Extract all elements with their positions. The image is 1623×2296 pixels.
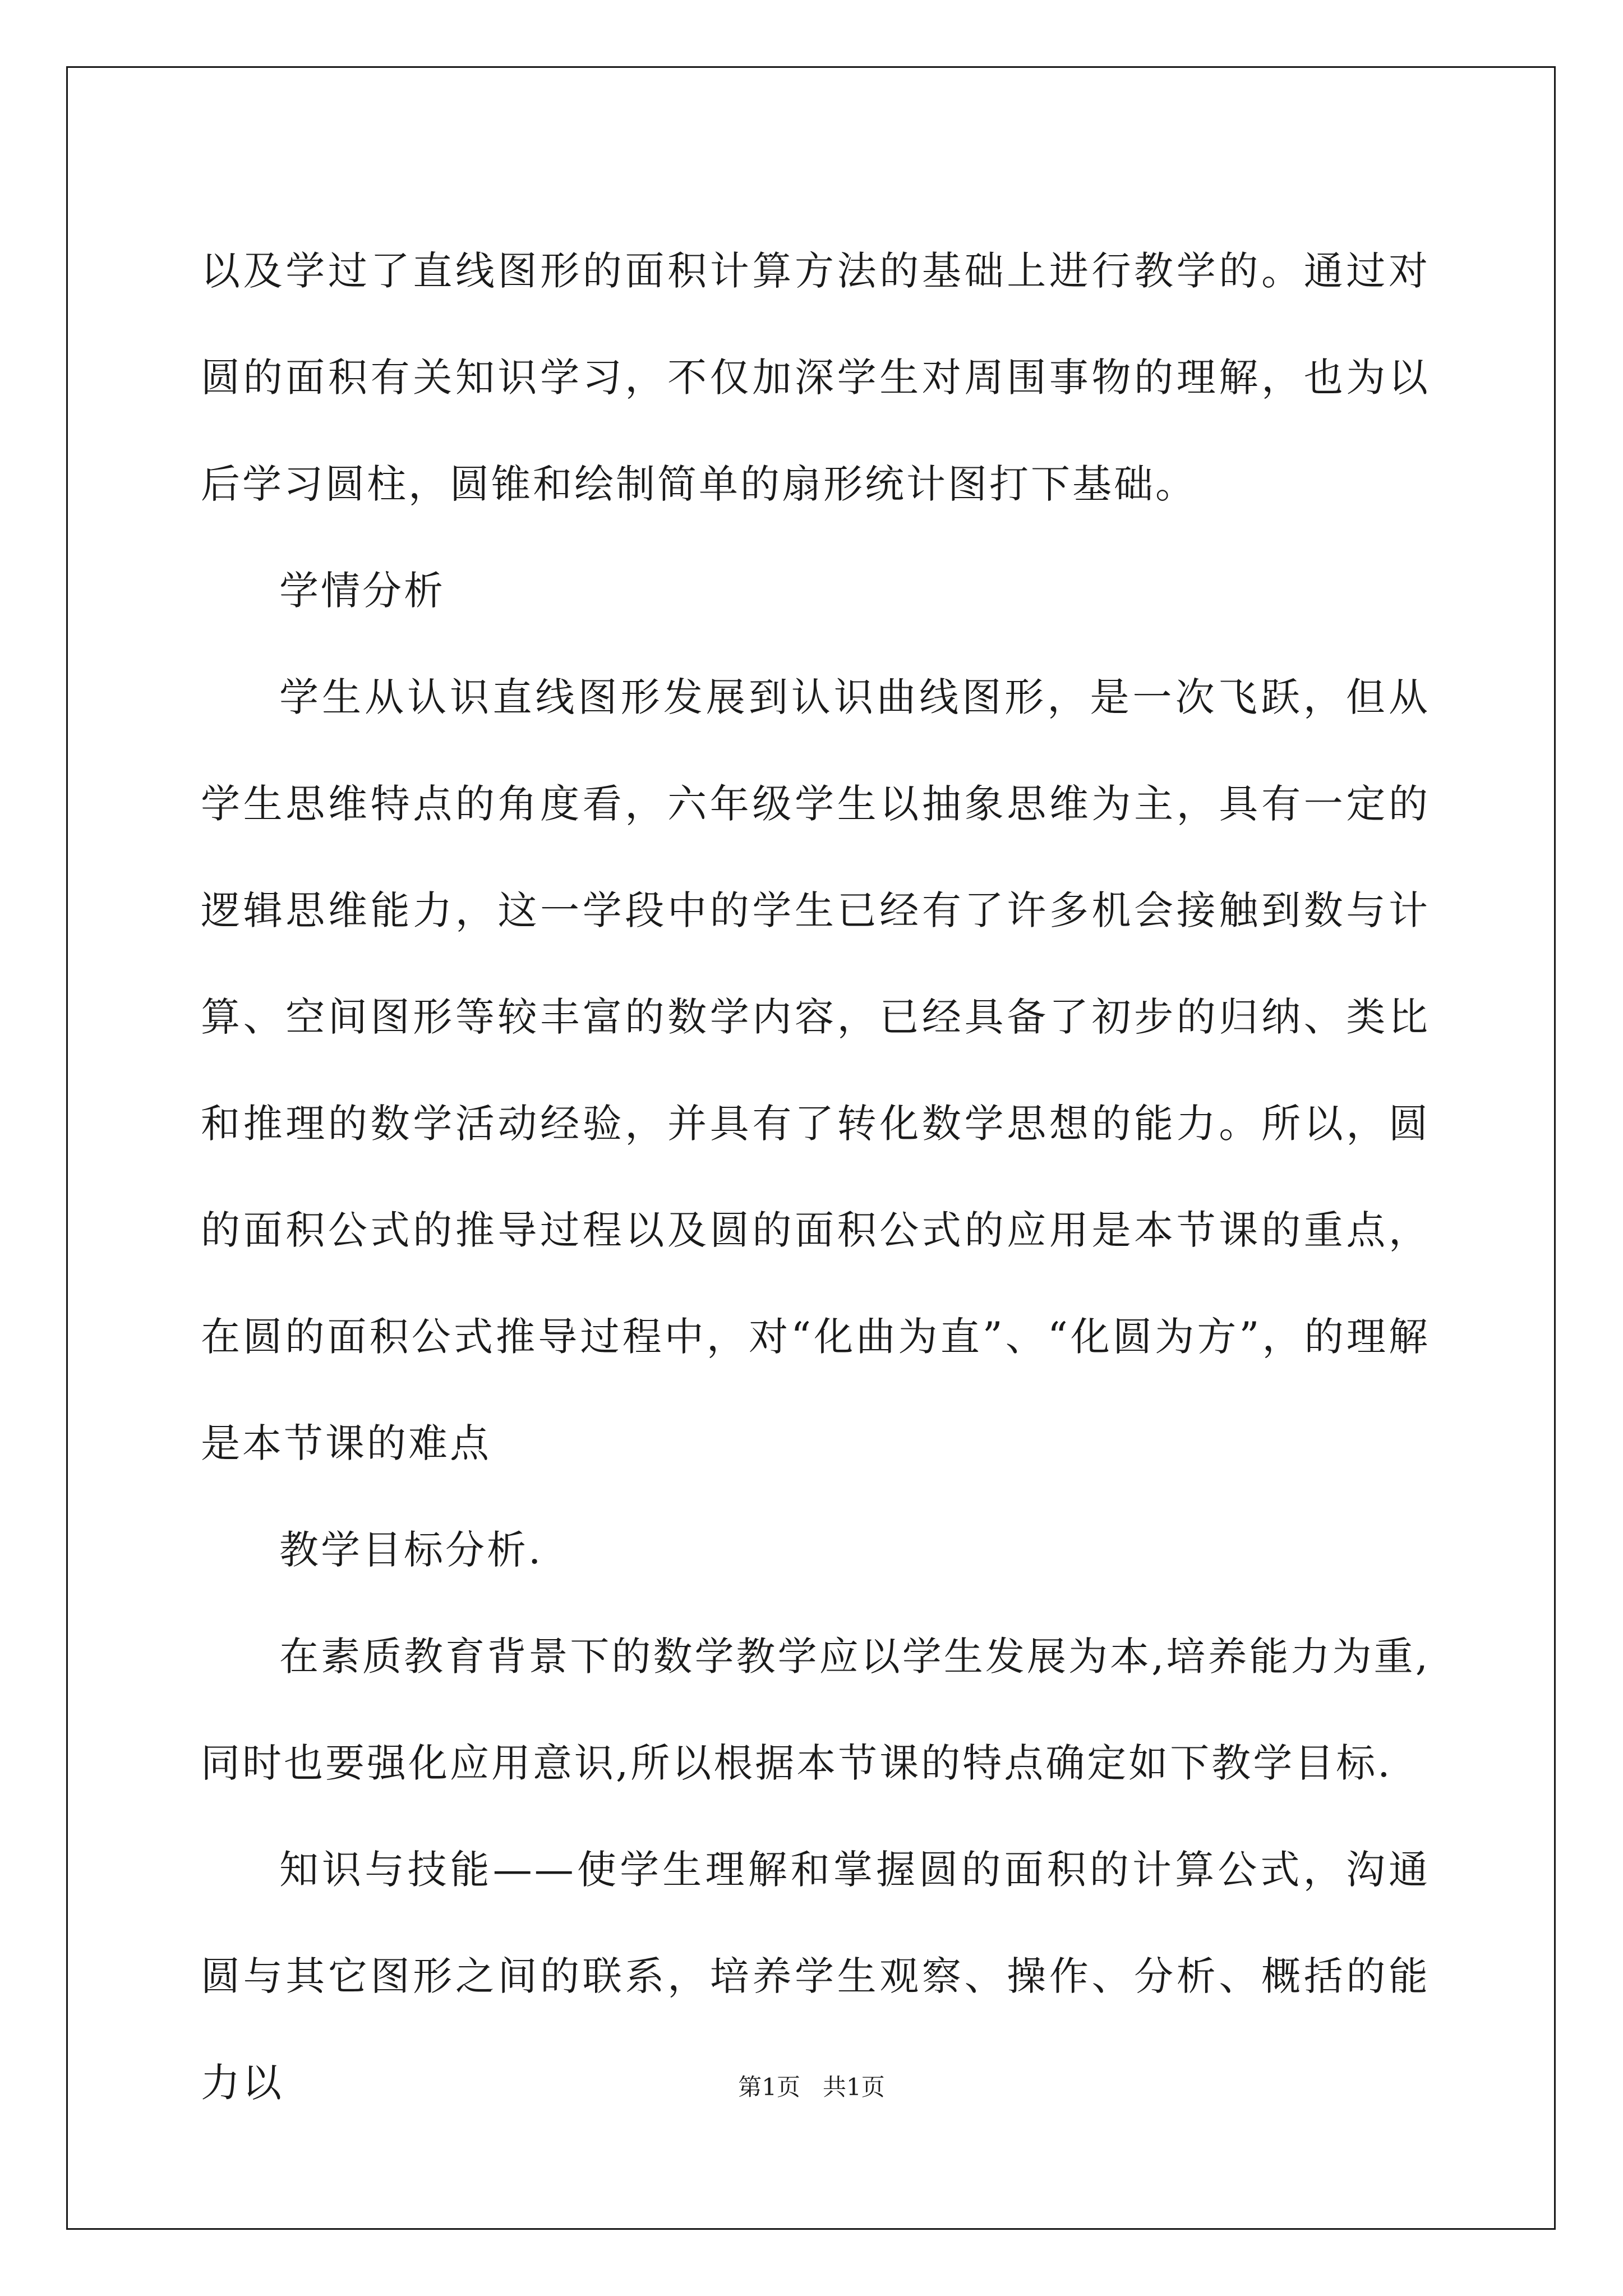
section-heading-learning-analysis: 学情分析 [279,568,445,614]
paragraph-knowledge-skills: 知识与技能——使学生理解和掌握圆的面积的计算公式，沟通圆与其它图形之间的联系，培养学生观察、操作、分析、概括的能力以 [201,1847,1430,2106]
document-body [201,218,1430,2136]
paragraph-continuation: 以及学过了直线图形的面积计算方法的基础上进行教学的。通过对圆的面积有关知识学习，不仅加深学生对周围事物的理解，也为以后学习圆柱，圆锥和绘制简单的扇形统计图打下基础。 [201,248,1430,507]
paragraph-learning-analysis: 学生从认识直线图形发展到认识曲线图形，是一次飞跃，但从学生思维特点的角度看，六年级学生以抽象思维为主，具有一定的逻辑思维能力，这一学段中的学生已经有了许多机会接触到数与计算、空间图形等较丰富的数学内容，已经具备了初步的归纳、类比和推理的数学活动经验，并具有了转化数学思想的能力。所以，圆的面积公式的推导过程以及圆的面积公式的应用是本节课的重点，在圆的面积公式推导过程中，对“化曲为直”、“化圆为方”，的理解是本节课的难点 [201,674,1430,1466]
section-heading-goal-analysis: 教学目标分析. [279,1527,543,1573]
paragraph-goal-analysis: 在素质教育背景下的数学教学应以学生发展为本,培养能力为重,同时也要强化应用意识,所以根据本节课的特点确定如下教学目标. [201,1634,1430,1786]
page-number-footer: 第1页 共1页 [738,2073,885,2101]
